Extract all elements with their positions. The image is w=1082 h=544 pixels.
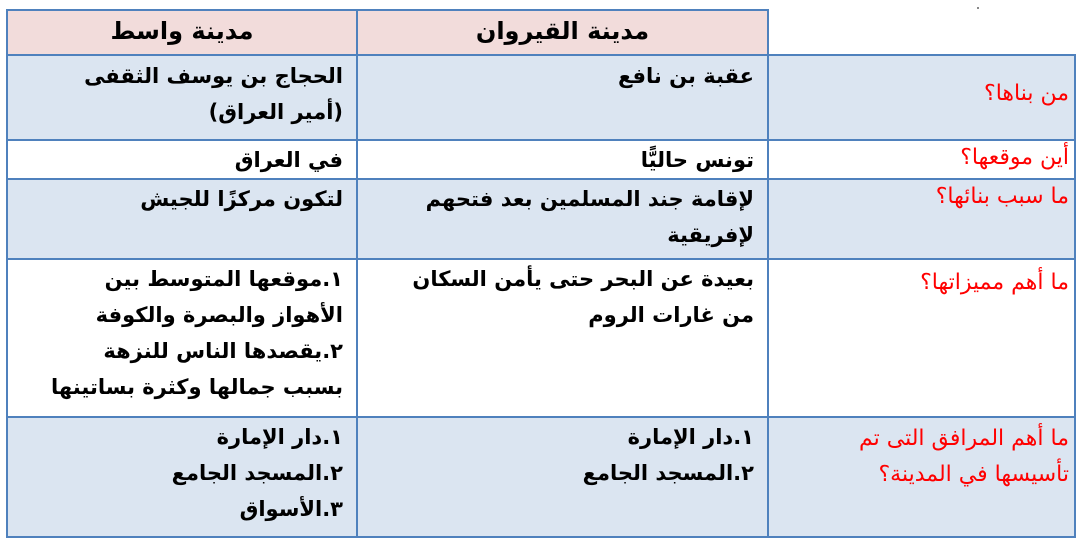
row4-question: ما أهم مميزاتها؟ (768, 259, 1075, 417)
row1-wasit-line2: (أمير العراق) (208, 100, 343, 124)
row5-qairawan (357, 417, 768, 537)
row4-wasit-line4: بسبب جمالها وكثرة بساتينها (51, 375, 343, 399)
row3-wasit-line1: لتكون مركزًا للجيش (140, 187, 343, 211)
row2-qairawan-line1: تونس حاليًّا (640, 148, 754, 172)
border-col-divider-1 (356, 9, 358, 538)
row4-wasit-line1: ١.موقعها المتوسط بين (104, 267, 343, 291)
row2-wasit-line1: في العراق (234, 148, 343, 172)
row2-question: أين موقعها؟ (768, 140, 1075, 179)
header-wasit: مدينة واسط (7, 10, 357, 54)
row5-wasit-line2: ٢.المسجد الجامع (171, 461, 343, 485)
row3-qairawan-line1: لإقامة جند المسلمين بعد فتحهم (425, 187, 754, 211)
row1-question: من بناها؟ (768, 56, 1075, 140)
row1-qairawan-line1: عقبة بن نافع (617, 64, 754, 88)
row4-qairawan-line2: من غارات الروم (588, 303, 754, 327)
row5-wasit (7, 417, 357, 537)
row1-wasit-line1: الحجاج بن يوسف الثقفى (84, 64, 343, 88)
row4-wasit-line3: ٢.يقصدها الناس للنزهة (103, 339, 343, 363)
row3-qairawan (357, 179, 768, 259)
row2-qairawan (357, 140, 768, 179)
row4-qairawan (357, 259, 768, 417)
border-row3-bottom (7, 258, 1075, 260)
border-bottom (7, 536, 1075, 538)
row3-question: ما سبب بنائها؟ (768, 179, 1075, 259)
border-row2-bottom (7, 178, 1075, 180)
row5-qairawan-line1: ١.دار الإمارة (627, 425, 754, 449)
border-row1-bottom (7, 139, 1075, 141)
border-right (1074, 54, 1076, 538)
border-header-bottom (7, 54, 1075, 56)
row4-wasit-line2: الأهواز والبصرة والكوفة (95, 303, 343, 327)
row5-wasit-line1: ١.دار الإمارة (216, 425, 343, 449)
row2-wasit (7, 140, 357, 179)
row5-question-line2: تأسيسها في المدينة؟ (878, 462, 1069, 487)
border-left (6, 9, 8, 538)
row4-wasit (7, 259, 357, 417)
header-qairawan: مدينة القيروان (357, 10, 768, 54)
border-row4-bottom (7, 416, 1075, 418)
stray-dot (977, 7, 979, 9)
border-top (7, 9, 769, 11)
row3-wasit (7, 179, 357, 259)
row5-question (768, 417, 1075, 537)
row1-qairawan (357, 56, 768, 140)
row4-qairawan-line1: بعيدة عن البحر حتى يأمن السكان (412, 267, 754, 291)
row5-qairawan-line2: ٢.المسجد الجامع (582, 461, 754, 485)
row1-wasit (7, 56, 357, 140)
border-col-divider-2 (767, 9, 769, 538)
row5-wasit-line3: ٣.الأسواق (239, 497, 343, 521)
row3-qairawan-line2: لإفريقية (667, 223, 754, 247)
row5-question-line1: ما أهم المرافق التى تم (858, 426, 1069, 451)
